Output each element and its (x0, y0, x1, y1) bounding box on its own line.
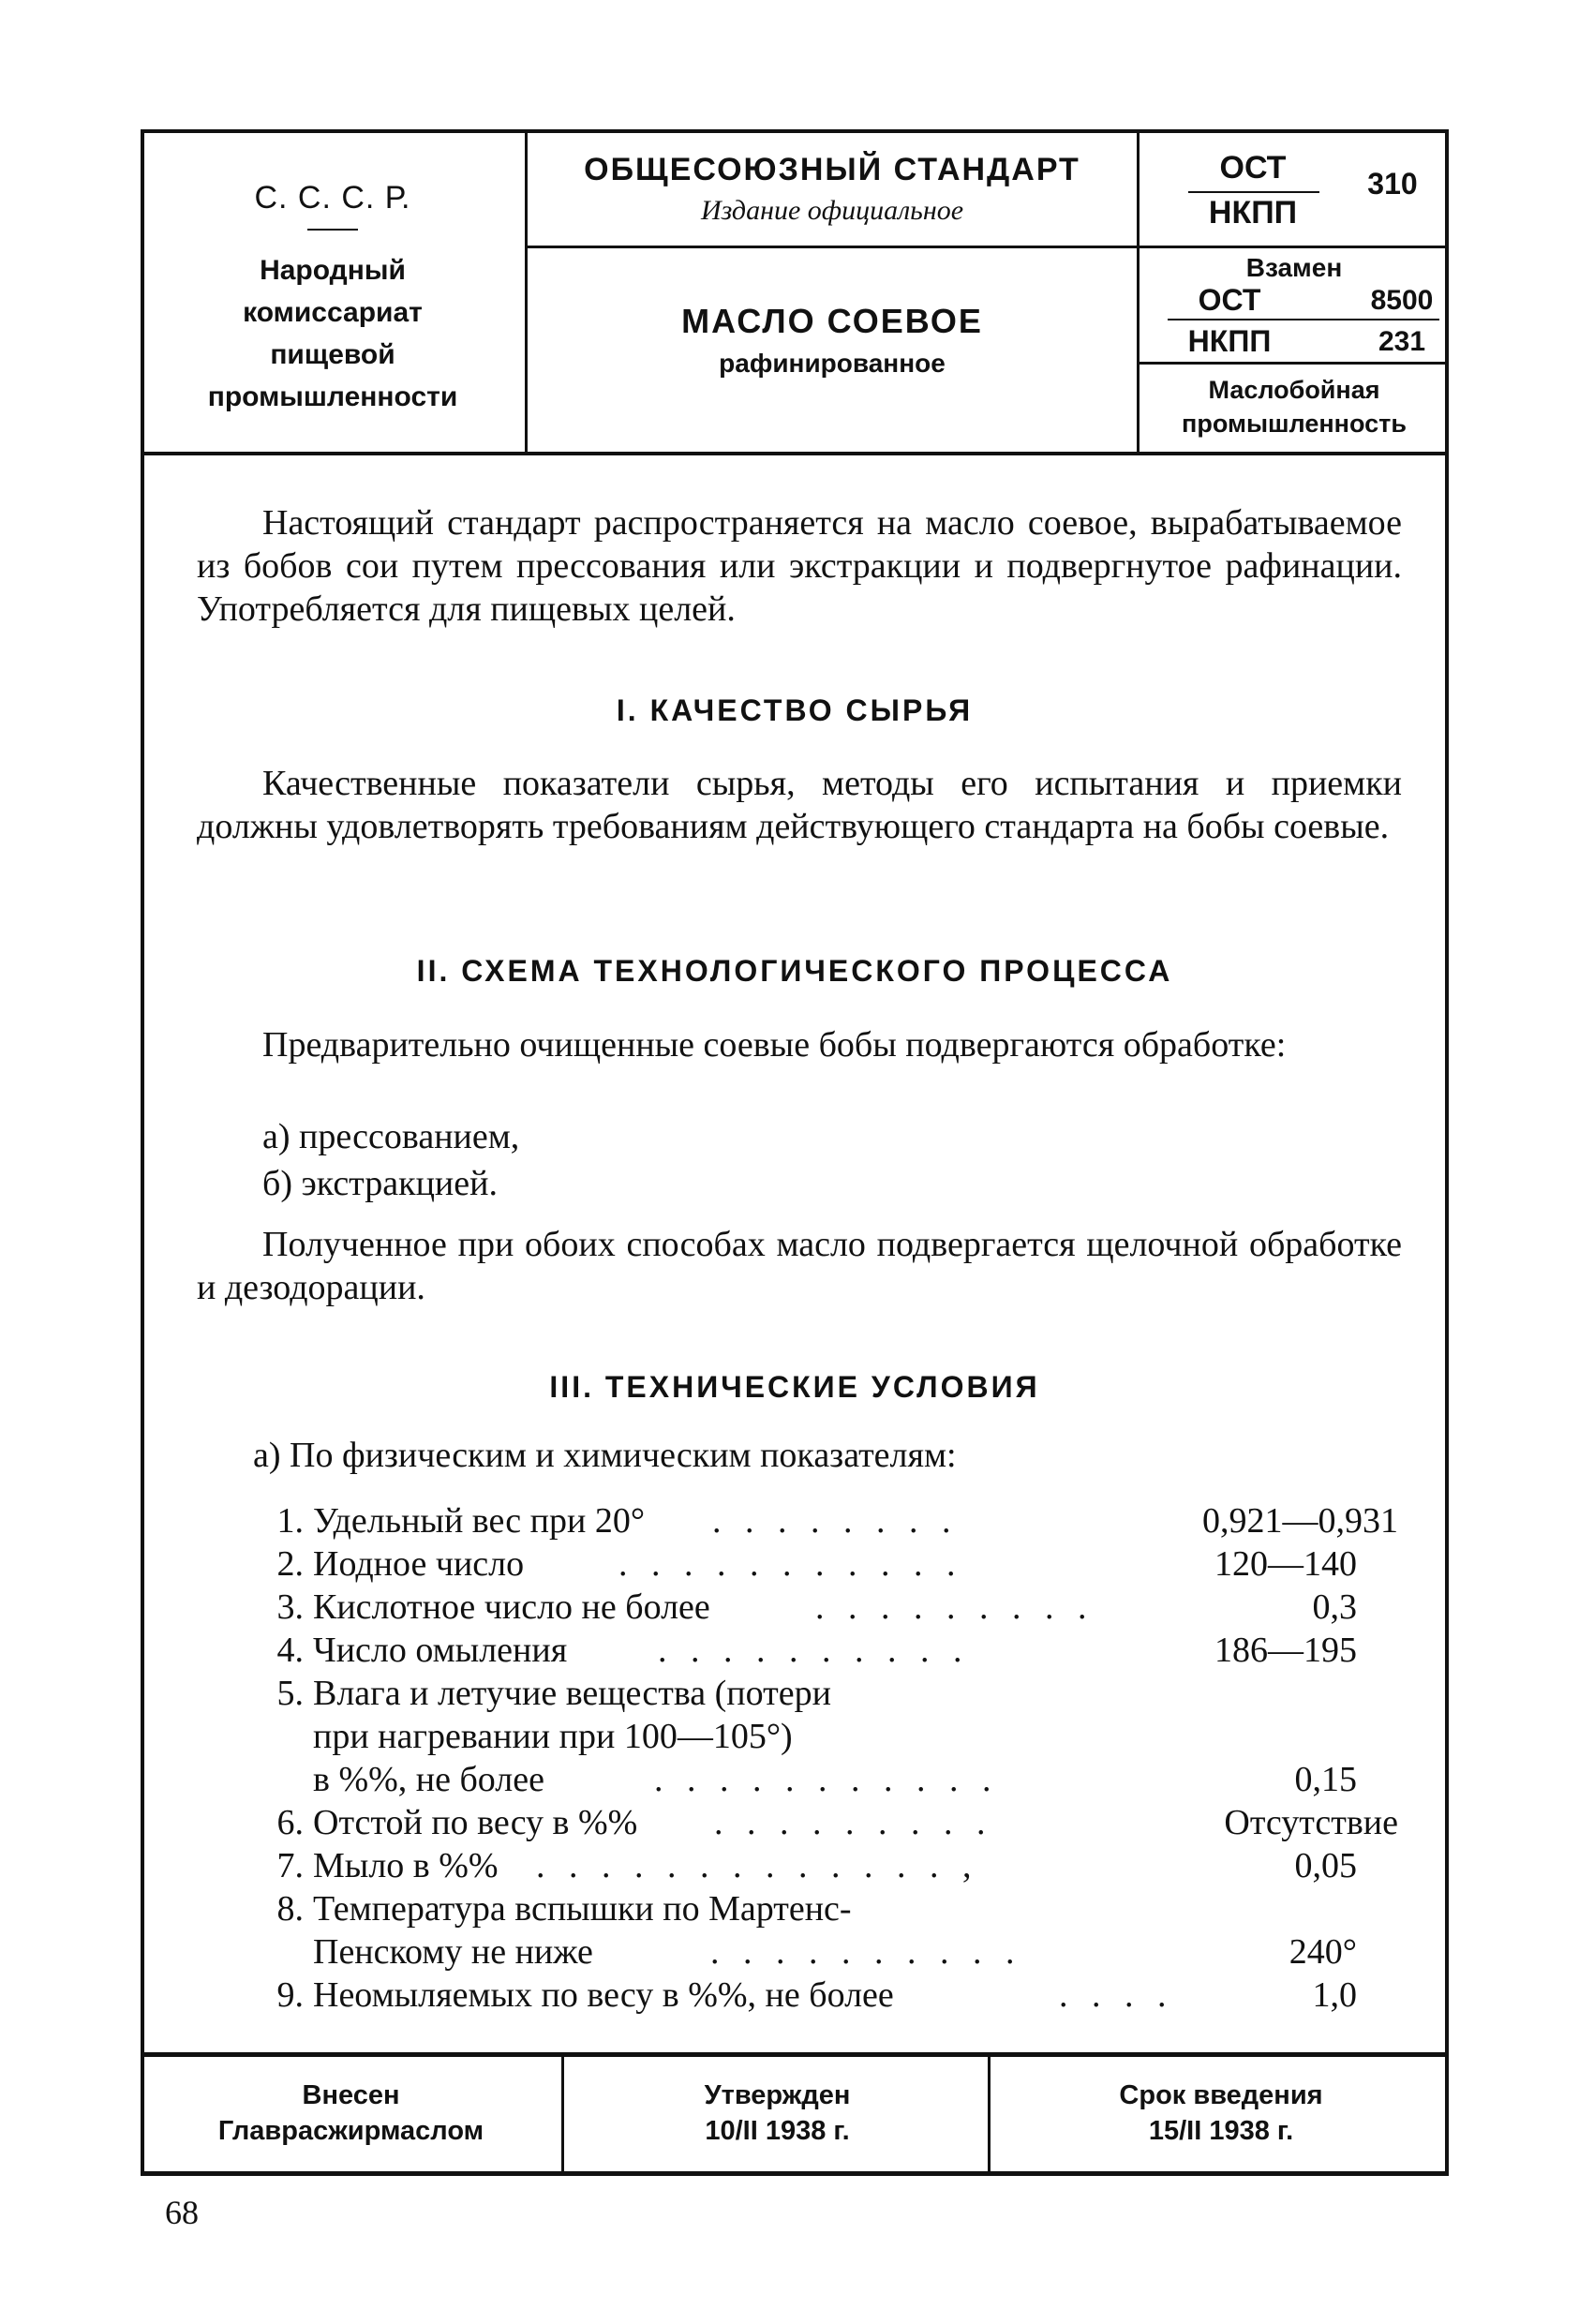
spec-number: 5. (276, 1674, 304, 1713)
spec-number: 8. (276, 1889, 304, 1929)
spec-value: 186—195 (1214, 1631, 1357, 1670)
section1-paragraph: Качественные показатели сырья, методы его испытания и приемки должны удовлетворять требованиям действующего стандарта на бобы соевые. (197, 764, 1402, 846)
standard-footer (141, 2052, 1449, 2176)
spec-value: 0,15 (1294, 1760, 1357, 1799)
standard-number: 310 (1367, 167, 1418, 201)
spec-name: Число омыления (313, 1631, 568, 1670)
leader-dots: . . . . . . . . . . . . . , (536, 1846, 979, 1885)
standard-title: ОБЩЕСОЮЗНЫЙ СТАНДАРТ (584, 152, 1080, 187)
spec-value: Отсутствие (1224, 1803, 1398, 1842)
issuer-line: пищевой (270, 339, 395, 370)
spec-number: 6. (276, 1803, 304, 1842)
replaces-nkpp-label: НКПП (1187, 324, 1272, 358)
leader-dots: . . . . . . . . . (815, 1587, 1095, 1627)
divider (1140, 362, 1449, 365)
leader-dots: . . . . (1059, 1975, 1174, 2015)
spec-name: Удельный вес при 20° (313, 1501, 646, 1541)
submitted-by: Главрасжирмаслом (217, 2116, 484, 2146)
divider (1140, 246, 1449, 248)
spec-row (246, 1499, 1398, 1542)
spec-value: 240° (1289, 1932, 1357, 1972)
spec-row (246, 1801, 1398, 1844)
spec-row (246, 1672, 1398, 1715)
replaces-ost-number: 8500 (1370, 285, 1434, 316)
leader-dots: . . . . . . . . . . (710, 1932, 1022, 1972)
ost-label: ОСТ (1219, 150, 1287, 186)
issuer-line: комиссариат (243, 297, 423, 328)
edition-label: Издание официальное (700, 195, 964, 226)
leader-dots: . . . . . . . . . . (658, 1631, 970, 1670)
issuer-name (141, 249, 525, 418)
section2-paragraph-2: Полученное при обоих способах масло подвергается щелочной обработке и дезодорации. (197, 1225, 1402, 1307)
spec-name: Мыло в %% (313, 1846, 499, 1885)
approved-label: Утвержден (704, 2080, 851, 2110)
issuer-line: промышленности (207, 381, 458, 412)
effective-label: Срок введения (1119, 2080, 1323, 2110)
nkpp-label: НКПП (1208, 195, 1298, 231)
product-subtitle: рафинированное (719, 349, 946, 378)
fraction-line (1188, 191, 1319, 193)
spec-name: Кислотное число не более (313, 1587, 710, 1627)
intro-paragraph: Настоящий стандарт распространяется на масло соевое, вырабатываемое из бобов сои путем прессования или экстракции и подвергнутое рафинации. Употребляется для пищевых целей. (197, 503, 1402, 629)
leader-dots: . . . . . . . . (712, 1501, 959, 1541)
spec-subtitle: а) По физическим и химическим показателям: (253, 1436, 957, 1475)
divider (307, 229, 358, 231)
spec-name: при нагревании при 100—105°) (313, 1717, 793, 1756)
spec-row (246, 1542, 1398, 1586)
spec-value: 0,05 (1294, 1846, 1357, 1885)
spec-name: Отстой по весу в %% (313, 1803, 638, 1842)
standard-header (141, 129, 1449, 455)
replaces-nkpp-number: 231 (1378, 326, 1426, 357)
leader-dots: . . . . . . . . . (714, 1803, 993, 1842)
designation-column (1140, 133, 1449, 452)
title-column (528, 133, 1140, 452)
spec-name: Температура вспышки по Мартенс- (313, 1889, 852, 1929)
submitted-cell (141, 2057, 564, 2171)
approved-date: 10/II 1938 г. (705, 2116, 850, 2146)
spec-row-continued (246, 1715, 1398, 1758)
spec-value: 0,3 (1312, 1587, 1357, 1627)
issuer-column (141, 133, 528, 452)
divider (528, 246, 1137, 248)
spec-name: в %%, не более (313, 1760, 544, 1799)
country-label: С. С. С. Р. (254, 180, 411, 216)
leader-dots: . . . . . . . . . . . (618, 1544, 963, 1584)
spec-number: 9. (276, 1975, 304, 2015)
spec-name: Влага и летучие вещества (потери (313, 1674, 831, 1713)
spec-value: 1,0 (1312, 1975, 1357, 2015)
spec-value: 120—140 (1214, 1544, 1357, 1584)
spec-number: 2. (276, 1544, 304, 1584)
spec-number: 7. (276, 1846, 304, 1885)
leader-dots: . . . . . . . . . . . (654, 1760, 999, 1799)
approved-cell (567, 2057, 991, 2171)
branch-line: Маслобойная (1208, 376, 1380, 404)
spec-number: 3. (276, 1587, 304, 1627)
section-heading-1: I. КАЧЕСТВО СЫРЬЯ (616, 693, 974, 727)
fraction-line (1168, 319, 1439, 320)
effective-cell (993, 2057, 1449, 2171)
section-heading-2: II. СХЕМА ТЕХНОЛОГИЧЕСКОГО ПРОЦЕССА (416, 954, 1173, 988)
industry-branch (1140, 373, 1449, 440)
replaces-label: Взамен (1245, 253, 1343, 282)
issuer-line: Народный (260, 255, 406, 286)
spec-name: Иодное число (313, 1544, 525, 1584)
section-heading-3: III. ТЕХНИЧЕСКИЕ УСЛОВИЯ (549, 1370, 1040, 1404)
spec-name: Пенскому не ниже (313, 1932, 593, 1972)
page-number: 68 (165, 2194, 199, 2231)
spec-number: 1. (276, 1501, 304, 1541)
spec-row (246, 1629, 1398, 1672)
spec-number: 4. (276, 1631, 304, 1670)
spec-name: Неомыляемых по весу в %%, не более (313, 1975, 894, 2015)
spec-row (246, 1887, 1398, 1930)
spec-row-continued (246, 1930, 1398, 1974)
product-name: МАСЛО СОЕВОЕ (681, 302, 983, 340)
section2-paragraph: Предварительно очищенные соевые бобы подвергаются обработке: (262, 1025, 1287, 1065)
branch-line: промышленность (1182, 410, 1407, 438)
spec-row (246, 1844, 1398, 1887)
spec-row (246, 1586, 1398, 1629)
spec-row (246, 1974, 1398, 2017)
spec-value: 0,921—0,931 (1202, 1501, 1398, 1541)
spec-row-continued (246, 1758, 1398, 1801)
submitted-label: Внесен (302, 2080, 400, 2110)
list-item: б) экстракцией. (262, 1164, 498, 1203)
list-item: а) прессованием, (262, 1117, 520, 1156)
effective-date: 15/II 1938 г. (1148, 2116, 1294, 2146)
replaces-ost-label: ОСТ (1198, 283, 1261, 317)
